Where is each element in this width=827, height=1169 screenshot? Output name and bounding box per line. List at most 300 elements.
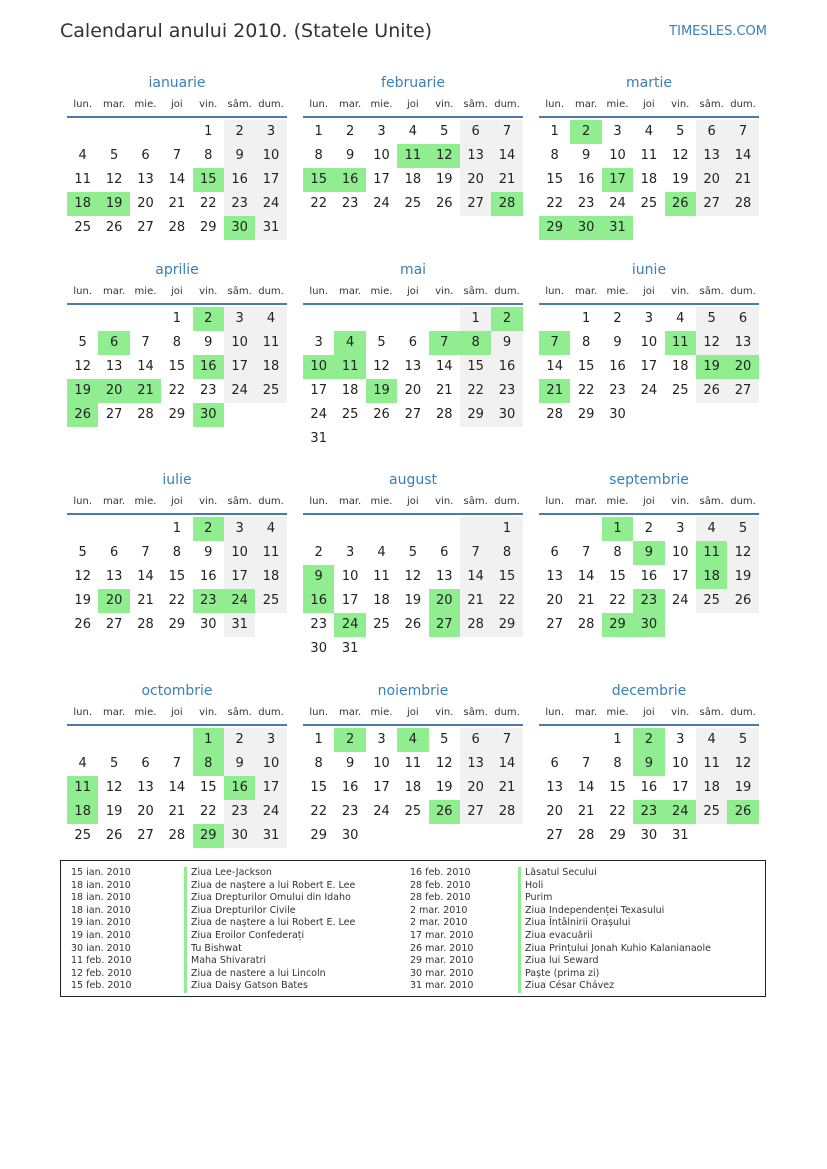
day-cell[interactable]: 23 [609,383,626,398]
day-cell[interactable]: 1 [314,124,323,139]
day-cell[interactable]: 5 [377,335,386,350]
day-cell[interactable]: 28 [491,192,522,216]
day-cell[interactable]: 21 [435,383,453,398]
day-cell[interactable]: 1 [172,521,181,536]
day-cell[interactable]: 23 [224,800,255,824]
day-cell[interactable]: 30 [193,403,224,427]
day-cell[interactable]: 1 [314,732,323,747]
day-cell[interactable]: 24 [310,407,327,422]
day-cell[interactable]: 21 [460,589,491,613]
day-cell[interactable]: 5 [109,756,119,771]
day-cell[interactable]: 2 [224,120,255,144]
day-cell[interactable]: 3 [613,124,622,139]
day-cell[interactable]: 17 [341,593,359,608]
day-cell[interactable]: 2 [334,728,365,752]
day-cell[interactable]: 18 [373,593,390,608]
day-cell[interactable]: 9 [204,335,213,350]
day-cell[interactable]: 29 [577,407,595,422]
day-cell[interactable]: 28 [577,617,595,632]
day-cell[interactable]: 12 [105,780,123,795]
day-cell[interactable]: 22 [460,379,491,403]
day-cell[interactable]: 16 [224,168,255,192]
day-cell[interactable]: 8 [581,335,591,350]
day-cell[interactable]: 12 [404,569,422,584]
day-cell[interactable]: 23 [491,379,522,403]
day-cell[interactable]: 18 [696,565,727,589]
day-cell[interactable]: 27 [460,192,491,216]
day-cell[interactable]: 24 [373,196,390,211]
day-cell[interactable]: 9 [224,752,255,776]
day-cell[interactable]: 18 [404,780,422,795]
day-cell[interactable]: 20 [429,589,460,613]
day-cell[interactable]: 6 [98,331,129,355]
day-cell[interactable]: 19 [404,593,422,608]
day-cell[interactable]: 29 [460,403,491,427]
day-cell[interactable]: 31 [310,431,327,446]
day-cell[interactable]: 10 [373,148,390,163]
day-cell[interactable]: 12 [696,331,727,355]
day-cell[interactable]: 6 [550,756,559,771]
day-cell[interactable]: 29 [193,824,224,848]
day-cell[interactable]: 27 [429,613,460,637]
day-cell[interactable]: 23 [341,196,359,211]
day-cell[interactable]: 22 [168,383,186,398]
day-cell[interactable]: 8 [613,545,622,560]
day-cell[interactable]: 17 [255,168,286,192]
day-cell[interactable]: 13 [460,144,491,168]
day-cell[interactable]: 11 [67,776,98,800]
day-cell[interactable]: 5 [408,545,417,560]
day-cell[interactable]: 28 [491,800,522,824]
day-cell[interactable]: 2 [570,120,601,144]
day-cell[interactable]: 2 [633,728,664,752]
day-cell[interactable]: 18 [67,192,98,216]
day-cell[interactable]: 8 [204,148,213,163]
day-cell[interactable]: 3 [224,307,255,331]
day-cell[interactable]: 22 [199,804,217,819]
day-cell[interactable]: 4 [696,728,727,752]
day-cell[interactable]: 22 [310,804,327,819]
day-cell[interactable]: 21 [130,379,161,403]
day-cell[interactable]: 5 [727,517,758,541]
day-cell[interactable]: 3 [676,732,685,747]
day-cell[interactable]: 19 [366,379,397,403]
day-cell[interactable]: 6 [460,728,491,752]
day-cell[interactable]: 9 [491,331,522,355]
day-cell[interactable]: 4 [408,124,417,139]
day-cell[interactable]: 9 [224,144,255,168]
day-cell[interactable]: 26 [105,220,123,235]
day-cell[interactable]: 25 [404,804,422,819]
day-cell[interactable]: 12 [435,756,453,771]
day-cell[interactable]: 30 [224,824,255,848]
day-cell[interactable]: 17 [602,168,633,192]
day-cell[interactable]: 14 [435,359,453,374]
day-cell[interactable]: 18 [255,565,286,589]
day-cell[interactable]: 14 [168,172,186,187]
day-cell[interactable]: 13 [105,359,123,374]
day-cell[interactable]: 25 [404,196,422,211]
day-cell[interactable]: 6 [727,307,758,331]
day-cell[interactable]: 12 [429,144,460,168]
day-cell[interactable]: 9 [633,752,664,776]
day-cell[interactable]: 28 [168,828,186,843]
day-cell[interactable]: 25 [696,800,727,824]
day-cell[interactable]: 3 [377,124,386,139]
day-cell[interactable]: 1 [581,311,591,326]
day-cell[interactable]: 13 [546,569,563,584]
day-cell[interactable]: 24 [640,383,658,398]
day-cell[interactable]: 16 [640,569,658,584]
day-cell[interactable]: 25 [74,828,91,843]
day-cell[interactable]: 16 [199,569,217,584]
day-cell[interactable]: 11 [640,148,658,163]
day-cell[interactable]: 10 [224,541,255,565]
day-cell[interactable]: 5 [727,728,758,752]
day-cell[interactable]: 23 [224,192,255,216]
day-cell[interactable]: 25 [255,589,286,613]
day-cell[interactable]: 13 [404,359,422,374]
day-cell[interactable]: 11 [255,541,286,565]
day-cell[interactable]: 28 [460,613,491,637]
day-cell[interactable]: 15 [609,569,626,584]
day-cell[interactable]: 22 [609,804,626,819]
day-cell[interactable]: 26 [67,403,98,427]
day-cell[interactable]: 14 [137,359,154,374]
day-cell[interactable]: 12 [373,359,390,374]
day-cell[interactable]: 16 [224,776,255,800]
day-cell[interactable]: 17 [255,776,286,800]
day-cell[interactable]: 18 [341,383,359,398]
day-cell[interactable]: 19 [74,593,91,608]
day-cell[interactable]: 22 [199,196,217,211]
day-cell[interactable]: 30 [491,403,522,427]
day-cell[interactable]: 1 [602,517,633,541]
day-cell[interactable]: 20 [460,776,491,800]
day-cell[interactable]: 3 [377,732,386,747]
day-cell[interactable]: 1 [204,124,213,139]
day-cell[interactable]: 7 [460,541,491,565]
day-cell[interactable]: 10 [671,545,689,560]
day-cell[interactable]: 5 [78,335,87,350]
day-cell[interactable]: 24 [609,196,626,211]
day-cell[interactable]: 15 [310,780,327,795]
day-cell[interactable]: 26 [696,379,727,403]
day-cell[interactable]: 7 [172,148,181,163]
day-cell[interactable]: 5 [676,124,685,139]
day-cell[interactable]: 25 [696,589,727,613]
day-cell[interactable]: 26 [727,589,758,613]
day-cell[interactable]: 6 [550,545,559,560]
day-cell[interactable]: 13 [546,780,563,795]
day-cell[interactable]: 30 [609,407,626,422]
day-cell[interactable]: 12 [671,148,689,163]
day-cell[interactable]: 22 [491,589,522,613]
day-cell[interactable]: 5 [109,148,119,163]
day-cell[interactable]: 27 [105,617,123,632]
day-cell[interactable]: 5 [696,307,727,331]
day-cell[interactable]: 10 [609,148,626,163]
day-cell[interactable]: 14 [491,144,522,168]
day-cell[interactable]: 24 [224,379,255,403]
day-cell[interactable]: 18 [255,355,286,379]
day-cell[interactable]: 6 [460,120,491,144]
day-cell[interactable]: 22 [577,383,595,398]
day-cell[interactable]: 22 [546,196,563,211]
day-cell[interactable]: 21 [168,196,186,211]
day-cell[interactable]: 17 [671,569,689,584]
day-cell[interactable]: 19 [727,565,758,589]
day-cell[interactable]: 1 [172,311,181,326]
day-cell[interactable]: 27 [137,828,154,843]
day-cell[interactable]: 28 [168,220,186,235]
day-cell[interactable]: 18 [640,172,658,187]
day-cell[interactable]: 31 [255,824,286,848]
day-cell[interactable]: 15 [491,565,522,589]
day-cell[interactable]: 14 [546,359,563,374]
day-cell[interactable]: 1 [491,517,522,541]
day-cell[interactable]: 17 [373,172,390,187]
day-cell[interactable]: 2 [193,307,224,331]
day-cell[interactable]: 13 [137,172,154,187]
day-cell[interactable]: 11 [696,541,727,565]
day-cell[interactable]: 19 [727,776,758,800]
day-cell[interactable]: 10 [255,752,286,776]
day-cell[interactable]: 3 [255,728,286,752]
day-cell[interactable]: 27 [546,617,563,632]
day-cell[interactable]: 24 [334,613,365,637]
day-cell[interactable]: 15 [460,355,491,379]
day-cell[interactable]: 9 [613,335,622,350]
day-cell[interactable]: 4 [696,517,727,541]
day-cell[interactable]: 16 [491,355,522,379]
day-cell[interactable]: 23 [199,383,217,398]
day-cell[interactable]: 30 [341,828,359,843]
day-cell[interactable]: 7 [539,331,570,355]
day-cell[interactable]: 27 [404,407,422,422]
day-cell[interactable]: 10 [373,756,390,771]
day-cell[interactable]: 20 [696,168,727,192]
day-cell[interactable]: 27 [460,800,491,824]
day-cell[interactable]: 17 [224,565,255,589]
day-cell[interactable]: 9 [633,541,664,565]
day-cell[interactable]: 16 [303,589,334,613]
day-cell[interactable]: 29 [168,617,186,632]
site-link[interactable]: TIMESLES.COM [669,24,767,39]
day-cell[interactable]: 19 [98,192,129,216]
day-cell[interactable]: 11 [397,144,428,168]
day-cell[interactable]: 9 [345,148,355,163]
day-cell[interactable]: 24 [671,593,689,608]
day-cell[interactable]: 15 [546,172,563,187]
day-cell[interactable]: 2 [224,728,255,752]
day-cell[interactable]: 16 [640,780,658,795]
day-cell[interactable]: 18 [67,800,98,824]
day-cell[interactable]: 18 [696,776,727,800]
day-cell[interactable]: 6 [696,120,727,144]
day-cell[interactable]: 6 [408,335,417,350]
day-cell[interactable]: 30 [633,613,664,637]
day-cell[interactable]: 24 [373,804,390,819]
day-cell[interactable]: 19 [696,355,727,379]
day-cell[interactable]: 29 [199,220,217,235]
day-cell[interactable]: 8 [172,335,181,350]
day-cell[interactable]: 28 [137,407,154,422]
day-cell[interactable]: 25 [341,407,359,422]
day-cell[interactable]: 3 [644,311,653,326]
day-cell[interactable]: 25 [74,220,91,235]
day-cell[interactable]: 10 [341,569,359,584]
day-cell[interactable]: 26 [665,192,696,216]
day-cell[interactable]: 10 [671,756,689,771]
day-cell[interactable]: 8 [193,752,224,776]
day-cell[interactable]: 5 [440,124,449,139]
day-cell[interactable]: 4 [397,728,428,752]
day-cell[interactable]: 15 [193,168,224,192]
day-cell[interactable]: 6 [141,148,150,163]
day-cell[interactable]: 9 [581,148,591,163]
day-cell[interactable]: 20 [137,804,154,819]
day-cell[interactable]: 18 [404,172,422,187]
day-cell[interactable]: 17 [310,383,327,398]
day-cell[interactable]: 31 [224,613,255,637]
day-cell[interactable]: 7 [429,331,460,355]
day-cell[interactable]: 21 [491,168,522,192]
day-cell[interactable]: 4 [334,331,365,355]
day-cell[interactable]: 13 [105,569,123,584]
day-cell[interactable]: 8 [314,148,323,163]
day-cell[interactable]: 13 [460,752,491,776]
day-cell[interactable]: 13 [696,144,727,168]
day-cell[interactable]: 2 [345,124,355,139]
day-cell[interactable]: 23 [633,589,664,613]
day-cell[interactable]: 14 [168,780,186,795]
day-cell[interactable]: 11 [665,331,696,355]
day-cell[interactable]: 14 [577,569,595,584]
day-cell[interactable]: 15 [609,780,626,795]
day-cell[interactable]: 25 [373,617,390,632]
day-cell[interactable]: 26 [429,800,460,824]
day-cell[interactable]: 9 [204,545,213,560]
day-cell[interactable]: 3 [224,517,255,541]
day-cell[interactable]: 28 [577,828,595,843]
day-cell[interactable]: 10 [224,331,255,355]
day-cell[interactable]: 7 [581,756,591,771]
day-cell[interactable]: 27 [546,828,563,843]
day-cell[interactable]: 29 [310,828,327,843]
day-cell[interactable]: 19 [105,804,123,819]
day-cell[interactable]: 23 [633,800,664,824]
day-cell[interactable]: 16 [341,780,359,795]
day-cell[interactable]: 14 [460,565,491,589]
day-cell[interactable]: 15 [168,359,186,374]
day-cell[interactable]: 25 [255,379,286,403]
day-cell[interactable]: 31 [602,216,633,240]
day-cell[interactable]: 4 [255,307,286,331]
day-cell[interactable]: 8 [613,756,622,771]
day-cell[interactable]: 24 [255,192,286,216]
day-cell[interactable]: 4 [676,311,685,326]
day-cell[interactable]: 14 [727,144,758,168]
day-cell[interactable]: 9 [303,565,334,589]
day-cell[interactable]: 30 [640,828,658,843]
day-cell[interactable]: 15 [199,780,217,795]
day-cell[interactable]: 16 [577,172,595,187]
day-cell[interactable]: 8 [460,331,491,355]
day-cell[interactable]: 26 [404,617,422,632]
day-cell[interactable]: 19 [435,780,453,795]
day-cell[interactable]: 4 [78,756,87,771]
day-cell[interactable]: 12 [74,569,91,584]
day-cell[interactable]: 26 [727,800,758,824]
day-cell[interactable]: 25 [671,383,689,398]
day-cell[interactable]: 23 [193,589,224,613]
day-cell[interactable]: 27 [696,192,727,216]
day-cell[interactable]: 22 [310,196,327,211]
day-cell[interactable]: 30 [199,617,217,632]
day-cell[interactable]: 22 [168,593,186,608]
day-cell[interactable]: 11 [373,569,390,584]
day-cell[interactable]: 6 [141,756,150,771]
day-cell[interactable]: 26 [435,196,453,211]
day-cell[interactable]: 1 [460,307,491,331]
day-cell[interactable]: 10 [303,355,334,379]
day-cell[interactable]: 11 [334,355,365,379]
day-cell[interactable]: 16 [609,359,626,374]
day-cell[interactable]: 5 [78,545,87,560]
day-cell[interactable]: 27 [105,407,123,422]
day-cell[interactable]: 4 [255,517,286,541]
day-cell[interactable]: 18 [671,359,689,374]
day-cell[interactable]: 12 [105,172,123,187]
day-cell[interactable]: 6 [109,545,119,560]
day-cell[interactable]: 25 [640,196,658,211]
day-cell[interactable]: 1 [613,732,622,747]
day-cell[interactable]: 17 [373,780,390,795]
day-cell[interactable]: 15 [577,359,595,374]
day-cell[interactable]: 29 [602,613,633,637]
day-cell[interactable]: 4 [377,545,386,560]
day-cell[interactable]: 2 [644,521,653,536]
day-cell[interactable]: 15 [168,569,186,584]
day-cell[interactable]: 28 [546,407,563,422]
day-cell[interactable]: 31 [671,828,689,843]
day-cell[interactable]: 27 [727,379,758,403]
day-cell[interactable]: 21 [539,379,570,403]
day-cell[interactable]: 13 [435,569,453,584]
day-cell[interactable]: 30 [224,216,255,240]
day-cell[interactable]: 16 [334,168,365,192]
day-cell[interactable]: 20 [460,168,491,192]
day-cell[interactable]: 7 [141,545,150,560]
day-cell[interactable]: 4 [644,124,653,139]
day-cell[interactable]: 20 [98,379,129,403]
day-cell[interactable]: 12 [727,541,758,565]
day-cell[interactable]: 29 [491,613,522,637]
day-cell[interactable]: 11 [74,172,91,187]
day-cell[interactable]: 30 [570,216,601,240]
day-cell[interactable]: 13 [727,331,758,355]
day-cell[interactable]: 2 [491,307,522,331]
day-cell[interactable]: 31 [341,641,359,656]
day-cell[interactable]: 28 [727,192,758,216]
day-cell[interactable]: 14 [491,752,522,776]
day-cell[interactable]: 30 [310,641,327,656]
day-cell[interactable]: 28 [435,407,453,422]
day-cell[interactable]: 21 [137,593,154,608]
day-cell[interactable]: 10 [255,144,286,168]
day-cell[interactable]: 12 [74,359,91,374]
